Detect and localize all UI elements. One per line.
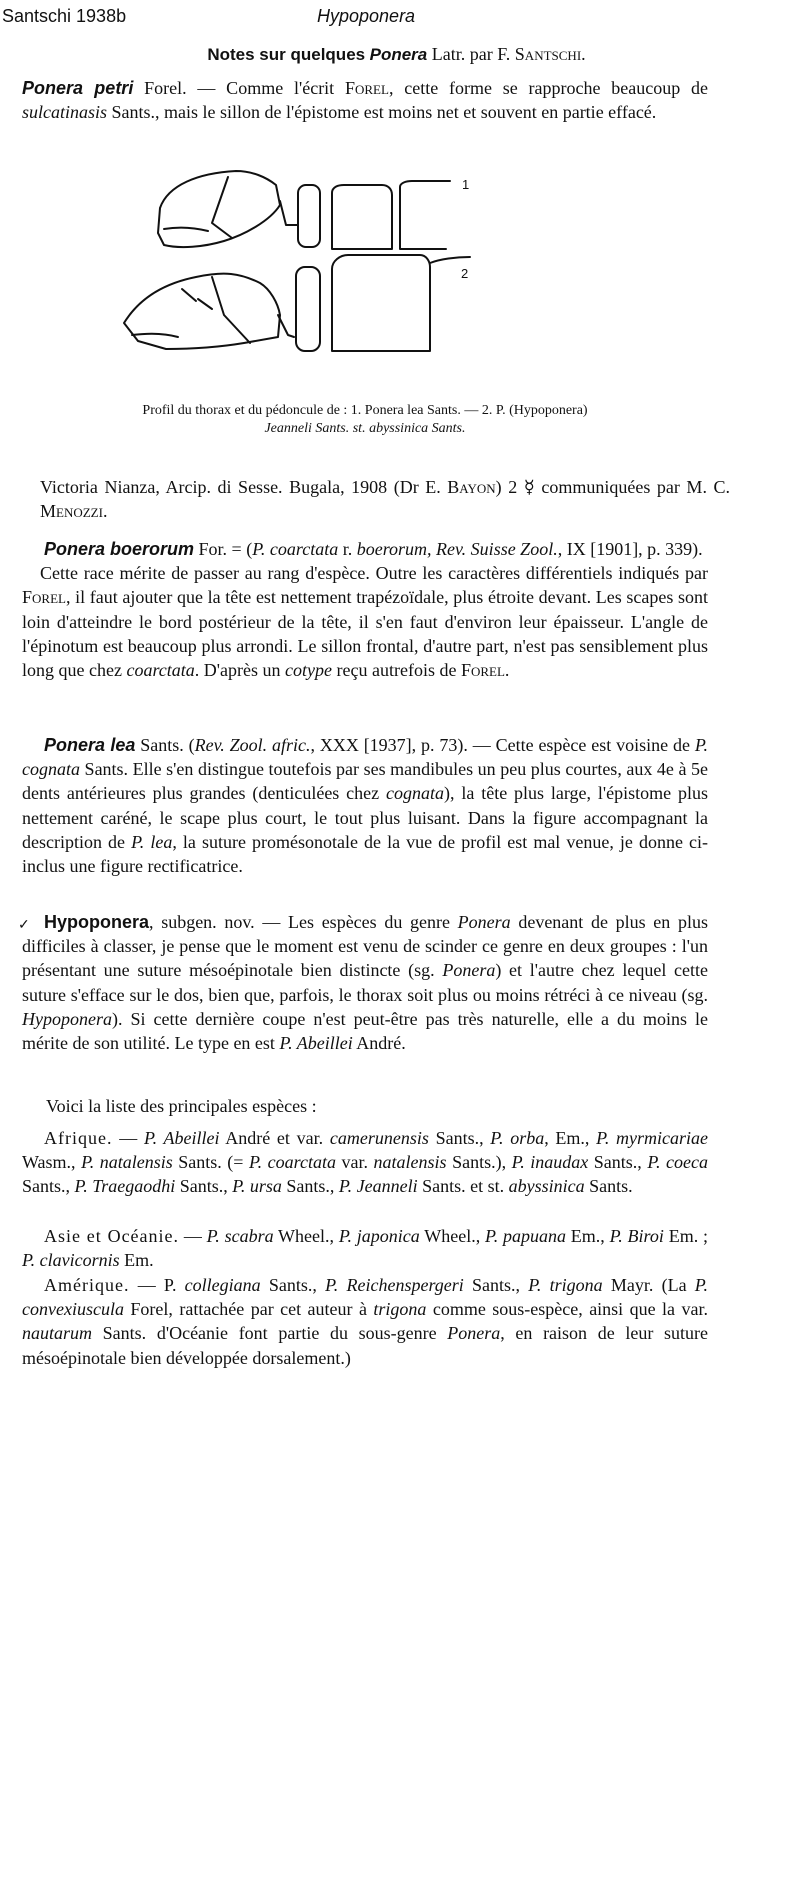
running-header-left: Santschi 1938b — [2, 6, 127, 26]
italic-term: cotype — [285, 660, 332, 681]
gaster-2 — [430, 257, 470, 263]
text: , il faut ajouter que la tête est nettement trapézoïdale, plus étroite devant. Les scapes sont loin d'atteindre le bord postérieur de la tête, il s'en faut d'environ leur épaisseur. L'angle de l'épinotum est beaucoup plus arrondi. Le sillon frontal, d'autre part, n'est pas sensiblement plus long que chez — [22, 587, 708, 681]
text: . D'après un — [194, 660, 286, 681]
text: , en raison de leur suture mésoépinotale bien développée dorsalement.) — [22, 1323, 708, 1368]
caption-line-2: Jeanneli Sants. st. abyssinica Sants. — [264, 421, 466, 436]
text: Sants., — [22, 1176, 75, 1197]
italic-name: Hypoponera — [22, 1008, 112, 1029]
region-label: Afrique. — [44, 1128, 113, 1148]
text: André. — [352, 1033, 406, 1054]
text: Sants.), — [446, 1152, 512, 1173]
text: — P. — [129, 1275, 185, 1295]
italic-name: Ponera — [442, 960, 496, 981]
italic-name: P. ursa — [232, 1176, 282, 1197]
text: Victoria Nianza, Arcip. di Sesse. Bugala, 1908 (Dr E. — [40, 477, 448, 497]
italic-name: trigona — [373, 1299, 427, 1320]
italic-name: P. scabra — [206, 1226, 274, 1246]
leg-base-2 — [132, 334, 178, 337]
italic-name: P. coarctata — [248, 1152, 336, 1173]
text: Sants. et st. — [417, 1176, 509, 1197]
leg-base-1 — [164, 228, 208, 231]
text: ) 2 ☿ communiquées par M. C. — [495, 477, 730, 497]
subgenus-name: Hypoponera — [44, 912, 150, 932]
paragraph-ponera-petri — [22, 76, 708, 124]
text: Cette race mérite de passer au rang d'espèce. Outre les caractères différentiels indiqués par — [40, 563, 708, 584]
text: Sants., — [175, 1176, 233, 1197]
text: , Em., — [544, 1128, 597, 1148]
petiole-2 — [296, 267, 320, 351]
text: . — [504, 660, 510, 681]
species-name: Ponera lea — [44, 735, 136, 755]
text: Sants. Elle s'en distingue toutefois par ses mandibules un peu plus courtes, aux 4e à 5e dents antérieures plus grandes (denticulées chez — [22, 759, 708, 804]
figure-number-1: 1 — [462, 177, 470, 192]
italic-name: P. Jeanneli — [338, 1176, 418, 1197]
text: , IX [1901], p. 339). — [557, 539, 703, 559]
italic-name: P. trigona — [528, 1275, 603, 1295]
text: ) et l'autre chez lequel cette suture s'efface sur le dos, bien que, parfois, le thorax soit plus ou moins rétréci à ce niveau (sg. — [22, 960, 708, 1005]
italic-name: P. Biroi — [609, 1226, 664, 1246]
species-list-intro: Voici la liste des principales espèces : — [46, 1096, 317, 1116]
text: Sants. d'Océanie font partie du sous-genre — [92, 1323, 448, 1344]
suture-2b — [212, 277, 250, 343]
text: Sants. ( — [135, 735, 195, 755]
title-genus: Ponera — [369, 45, 428, 64]
italic-name: P. Abeillei — [279, 1033, 353, 1054]
petiole-1 — [298, 185, 320, 247]
italic-name: P. inaudax — [511, 1152, 589, 1173]
italic-name: P. coarctata — [252, 539, 339, 559]
italic-name: collegiana — [184, 1275, 261, 1295]
italic-name: P. myrmicariae — [596, 1128, 709, 1148]
text: Sants. (= — [172, 1152, 249, 1173]
italic-name: coarctata — [126, 660, 195, 681]
text: . — [102, 501, 108, 522]
italic-name: P. Reichenspergeri — [325, 1275, 464, 1295]
italic-name: P. convexiuscula — [22, 1275, 708, 1320]
check-mark: ✓ — [18, 918, 30, 933]
italic-name: P. lea — [131, 831, 173, 852]
text: , la suture promésonotale de la vue de profil est mal venue, je donne ci-inclus une figure rectificatrice. — [22, 831, 708, 877]
title-rest: Latr. par F. — [431, 44, 511, 64]
text: comme sous-espèce, ainsi que la var. — [426, 1299, 708, 1320]
text: Em. — [119, 1250, 154, 1271]
list-amerique — [22, 1273, 708, 1370]
text: Sants., mais le sillon de l'épistome est moins net et souvent en partie effacé. — [107, 102, 657, 123]
paragraph-hypoponera — [22, 910, 708, 1055]
text: For. = ( — [194, 539, 253, 559]
petiole-link-1 — [280, 201, 298, 225]
thorax-outline-2 — [124, 274, 280, 349]
author-name: Forel — [22, 587, 66, 608]
italic-name: Ponera — [457, 912, 511, 932]
italic-name: camerunensis — [329, 1128, 429, 1148]
suture-2 — [182, 289, 212, 309]
italic-name: P. coeca — [647, 1152, 708, 1173]
italic-name: abyssinica — [508, 1176, 585, 1197]
title-bold: Notes sur quelques — [207, 45, 366, 64]
text: Sants., — [428, 1128, 491, 1148]
region-label: Amérique. — [44, 1275, 130, 1295]
italic-name: P. natalensis — [81, 1152, 173, 1173]
italic-name: sulcatinasis — [22, 102, 108, 123]
postpetiole-1 — [332, 185, 392, 249]
list-asie-oceanie — [22, 1224, 708, 1272]
text: Sants., — [463, 1275, 529, 1295]
text: ). Si cette dernière coupe n'est peut-être pas très naturelle, elle a du moins le mérite de son utilité. Le type en est — [22, 1008, 708, 1054]
text: , subgen. nov. — Les espèces du genre — [149, 912, 458, 932]
italic-name: P. papuana — [485, 1226, 566, 1246]
paragraph-locality — [40, 475, 730, 523]
text: Forel. — Comme l'écrit — [133, 78, 345, 98]
title-author: Santschi. — [514, 44, 586, 64]
text: Wasm., — [22, 1152, 82, 1173]
thorax-profile-drawing — [120, 165, 600, 405]
figure-caption — [22, 402, 708, 438]
italic-name: P. cognata — [22, 735, 708, 780]
text: Sants. — [584, 1176, 633, 1197]
thorax-outline-1 — [158, 171, 280, 247]
species-name: Ponera boerorum — [44, 539, 195, 559]
text: André et var. — [219, 1128, 330, 1148]
text: var. — [336, 1152, 374, 1173]
paragraph-ponera-lea — [22, 733, 708, 878]
communicator-name: Menozzi — [40, 501, 103, 522]
text: Wheel., — [419, 1226, 486, 1246]
text: Sants., — [260, 1275, 326, 1295]
thorax-profile-figure — [120, 165, 600, 405]
italic-reference: boerorum, Rev. Suisse Zool. — [356, 539, 558, 559]
figure-number-2: 2 — [461, 266, 469, 281]
text: Em. ; — [663, 1226, 708, 1246]
text: — — [112, 1128, 144, 1148]
text: devenant de plus en plus difficiles à classer, je pense que le moment est venu de scinder ce genre en deux groupes : l'un présentant une suture mésoépinotale bien distincte (sg. — [22, 912, 708, 981]
suture-1 — [212, 177, 232, 238]
italic-name: P. Traegaodhi — [74, 1176, 176, 1197]
text: Sants., — [588, 1152, 648, 1173]
text: ), la tête plus large, l'épistome plus nettement caréné, le scape plus court, le tout plus luisant. Dans la figure accompagnant la description de — [22, 783, 708, 852]
gaster-1 — [400, 181, 450, 249]
running-header-right: Hypoponera — [317, 6, 416, 26]
italic-name: P. orba — [490, 1128, 545, 1148]
text: Forel, rattachée par cet auteur à — [123, 1299, 374, 1320]
author-name: Forel — [460, 660, 505, 681]
text: r. — [338, 539, 357, 559]
text: Sants., — [281, 1176, 339, 1197]
species-name: Ponera petri — [22, 78, 134, 98]
italic-reference: Rev. Zool. afric. — [194, 735, 311, 755]
italic-name: P. Abeillei — [143, 1128, 220, 1148]
caption-line-1: Profil du thorax et du pédoncule de : 1. Ponera lea Sants. — 2. P. (Hypoponera) — [142, 403, 588, 418]
text: , cette forme se rapproche beaucoup de — [388, 78, 709, 98]
paragraph-ponera-boerorum — [22, 537, 708, 682]
region-label: Asie et Océanie. — [44, 1226, 180, 1246]
article-title — [0, 44, 793, 65]
author-name: Forel — [344, 78, 389, 98]
list-afrique — [22, 1126, 708, 1199]
postpetiole-2 — [332, 255, 430, 351]
text: — — [179, 1226, 207, 1246]
italic-name: P. japonica — [338, 1226, 420, 1246]
petiole-link-2 — [278, 315, 294, 337]
text: Mayr. (La — [602, 1275, 695, 1295]
italic-name: natalensis — [373, 1152, 447, 1173]
text: reçu autrefois de — [332, 660, 461, 681]
text: , XXX [1937], p. 73). — Cette espèce est voisine de — [310, 735, 695, 755]
italic-name: cognata — [386, 783, 444, 804]
text: Wheel., — [273, 1226, 339, 1246]
italic-name: nautarum — [22, 1323, 93, 1344]
italic-name: P. clavicornis — [22, 1250, 120, 1271]
collector-name: Bayon — [447, 477, 496, 497]
text: Em., — [566, 1226, 610, 1246]
italic-name: Ponera — [447, 1323, 501, 1344]
